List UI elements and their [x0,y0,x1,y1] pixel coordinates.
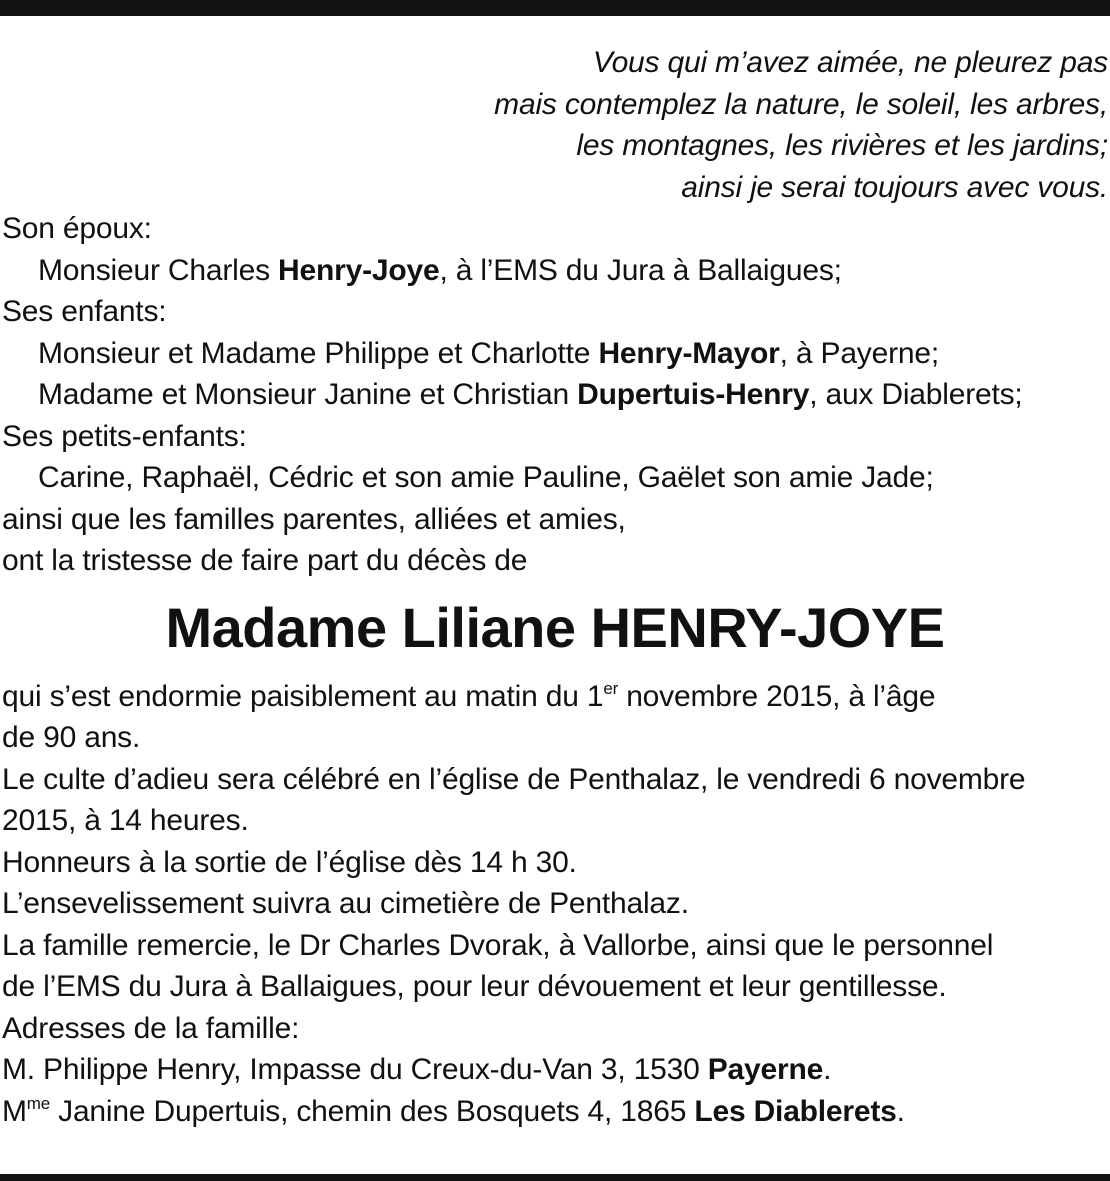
epigraph-poem [2,42,1108,208]
announce-line: ont la tristesse de faire part du décès de [2,544,528,577]
address-prefix: M [2,1094,27,1128]
honours-line: Honneurs à la sortie de l’église dès 14 h 30. [2,845,577,879]
deceased-name: Madame Liliane HENRY-JOYE [165,595,945,659]
grandchildren-heading: Ses petits-enfants: [2,419,247,453]
death-age-line: de 90 ans. [2,721,141,754]
poem-line: Vous qui m’avez aimée, ne pleurez pas [592,46,1108,79]
obituary-notice [2,42,1108,1132]
addresses-heading: Adresses de la famille: [2,1011,300,1045]
top-border-rule [0,0,1110,16]
address-text: Janine Dupertuis, chemin des Bosquets 4, 1865 [50,1094,695,1128]
ordinal-superscript: er [603,678,619,698]
children-heading: Ses enfants: [2,295,167,328]
death-date: novembre 2015, à l’âge [618,679,936,713]
spouse-location: , à l’EMS du Jura à Ballaigues; [439,253,842,287]
bottom-border-rule [0,1174,1110,1181]
thanks-line: La famille remercie, le Dr Charles Dvorak, à Vallorbe, ainsi que le personnel [2,928,994,962]
address-town: Payerne [707,1053,824,1086]
child-surname: Henry-Mayor [598,336,780,370]
spouse-surname: Henry-Joye [278,253,440,287]
poem-line: mais contemplez la nature, le soleil, les arbres, [494,87,1108,121]
service-line: 2015, à 14 heures. [2,804,249,837]
poem-line: les montagnes, les rivières et les jardins; [576,129,1108,162]
spouse-line [2,250,1108,292]
burial-line: L’ensevelissement suivra au cimetière de Penthalaz. [2,887,689,920]
service-line: Le culte d’adieu sera célébré en l’église de Penthalaz, le vendredi 6 novembre [2,762,1026,796]
address-town: Les Diablerets [694,1094,897,1128]
child-location: , aux Diablerets; [809,378,1023,411]
address-line [2,1091,1108,1133]
child-surname: Dupertuis-Henry [577,378,810,411]
spouse-heading: Son époux: [2,212,152,245]
poem-line: ainsi je serai toujours avec vous. [681,170,1108,204]
address-line [2,1049,1108,1091]
child-line [2,374,1108,416]
address-text: M. Philippe Henry, Impasse du Creux-du-Van 3, 1530 [2,1053,708,1086]
address-end: . [896,1094,905,1128]
child-text: Madame et Monsieur Janine et Christian [38,378,578,411]
thanks-line: de l’EMS du Jura à Ballaigues, pour leur dévouement et leur gentillesse. [2,970,947,1003]
title-superscript: me [26,1093,51,1113]
child-location: , à Payerne; [779,336,939,370]
families-line: ainsi que les familles parentes, alliées et amies, [2,502,626,536]
grandchildren-line: Carine, Raphaël, Cédric et son amie Pauline, Gaëlet son amie Jade; [38,461,934,494]
child-line [2,333,1108,375]
address-end: . [823,1053,832,1086]
death-text: qui s’est endormie paisiblement au matin du 1 [2,679,604,713]
death-line [2,676,1108,718]
child-text: Monsieur et Madame Philippe et Charlotte [38,336,599,370]
spouse-text: Monsieur Charles [38,253,279,287]
